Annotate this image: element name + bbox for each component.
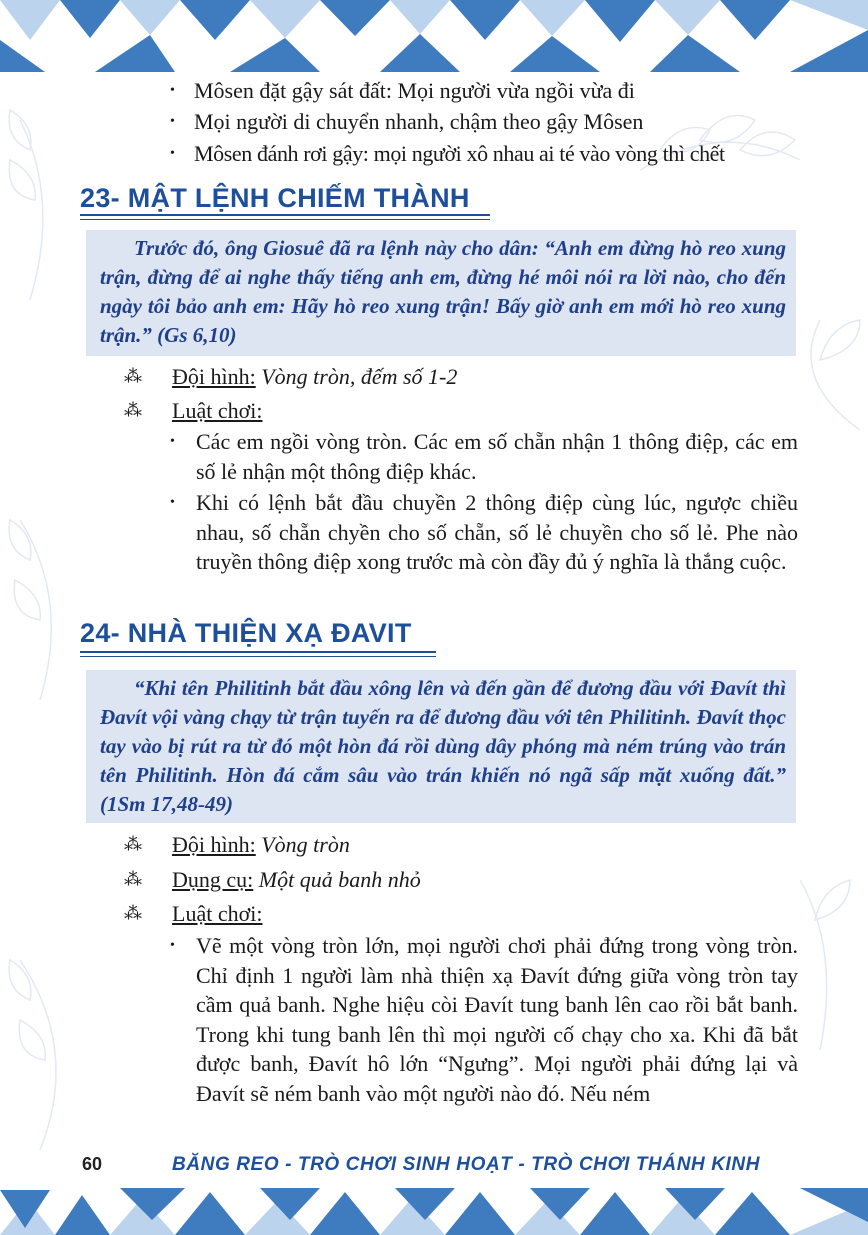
top-triangle-border: [0, 0, 868, 72]
equipment-field: [172, 865, 421, 895]
field-label: Đội hình:: [172, 832, 256, 857]
field-value: Vòng tròn, đếm số 1-2: [261, 364, 458, 389]
page-number: 60: [82, 1154, 103, 1174]
section-heading: 23- MẬT LỆNH CHIẾM THÀNH: [80, 183, 470, 213]
bullet-icon: •: [170, 146, 175, 161]
asterism-icon: ⁂: [124, 834, 142, 854]
field-label: Dụng cụ:: [172, 867, 254, 892]
field-value: Một quả banh nhỏ: [258, 867, 421, 892]
bullet-icon: •: [170, 938, 175, 953]
section-heading: 24- NHÀ THIỆN XẠ ĐAVIT: [80, 618, 412, 648]
bullet-icon: •: [170, 114, 175, 129]
heading-underline: [80, 214, 490, 220]
book-title: BĂNG REO - TRÒ CHƠI SINH HOẠT - TRÒ CHƠI THÁNH KINH: [172, 1154, 761, 1175]
field-label: Luật chơi:: [172, 398, 263, 423]
rules-field: [172, 396, 262, 426]
bullet-icon: •: [170, 434, 175, 449]
rule-item: • Khi có lệnh bắt đầu chuyền 2 thông điệp cùng lúc, ngược chiều nhau, số chẵn chyền cho số chẵn, số lẻ chuyền cho số lẻ. Phe nào truyền thông điệp xong trước mà còn đầy đủ ý nghĩa là thắng cuộc.: [170, 490, 798, 574]
scripture-quote: Trước đó, ông Giosuê đã ra lệnh này cho dân: “Anh em đừng hò reo xung trận, đừng để ai nghe thấy tiếng anh em, đừng hé môi nói ra lời nào, cho đến ngày tôi bảo anh em: Hãy hò reo xung trận! Bấy giờ anh em mới hò reo xung trận.” (Gs 6,10): [86, 230, 796, 356]
asterism-icon: ⁂: [124, 366, 142, 386]
rule-item: • Các em ngồi vòng tròn. Các em số chẵn nhận 1 thông điệp, các em số lẻ nhận một thông điệp khác.: [170, 429, 798, 484]
scripture-quote: “Khi tên Philitinh bắt đầu xông lên và đến gần để đương đầu với Đavít thì Đavít vội vàng chạy từ trận tuyến ra để đương đầu với tên Philitinh. Đavít thọc tay vào bị rút ra từ đó một hòn đá rồi dùng dây phóng mà ném trúng vào trán tên Philitinh. Hòn đá cắm sâu vào trán khiến nó ngã sấp mặt xuống đất.” (1Sm 17,48-49): [86, 670, 796, 823]
bullet-icon: •: [170, 495, 175, 510]
bottom-triangle-border: [0, 1180, 868, 1235]
asterism-icon: ⁂: [124, 869, 142, 889]
rules-field: [172, 899, 262, 929]
asterism-icon: ⁂: [124, 903, 142, 923]
heading-underline: [80, 651, 436, 657]
bullet-icon: •: [170, 83, 175, 98]
field-label: Đội hình:: [172, 364, 256, 389]
asterism-icon: ⁂: [124, 400, 142, 420]
formation-field: [172, 362, 457, 392]
rule-item: • Vẽ một vòng tròn lớn, mọi người chơi phải đứng trong vòng tròn. Chỉ định 1 người làm nhà thiện xạ Đavít đứng giữa vòng tròn tay cầm quả banh. Nghe hiệu còi Đavít tung banh lên cao rồi bắt banh. Trong khi tung banh lên thì mọi người cố chạy cho xa. Khi đã bắt được banh, Đavít hô lớn “Ngưng”. Mọi người phải đứng lại và Đavít sẽ ném banh vào một người nào đó. Nếu ném: [170, 933, 798, 1106]
field-label: Luật chơi:: [172, 901, 263, 926]
field-value: Vòng tròn: [261, 832, 350, 857]
formation-field: [172, 830, 350, 860]
